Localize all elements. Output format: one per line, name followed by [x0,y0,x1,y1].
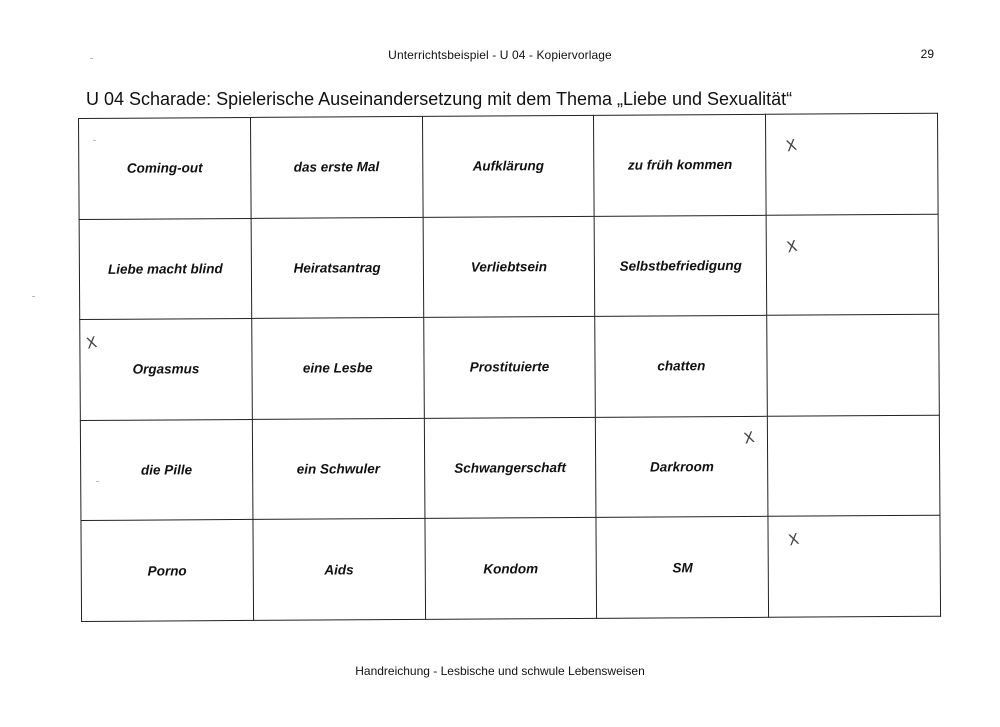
scan-speck [96,481,99,482]
handwritten-x-mark: X [742,427,757,448]
grid-cell: Porno [81,520,253,622]
grid-row [81,516,941,622]
grid-cell: Aufklärung [422,115,594,217]
scan-speck [90,58,93,59]
running-head: Unterrichtsbeispiel - U 04 - Kopiervorlage [388,48,612,62]
handwritten-x-mark: X [84,333,99,354]
grid-cell: Heiratsantrag [251,217,423,319]
grid-cell: Aids [253,519,425,621]
scan-speck [93,140,96,141]
grid-cell: ein Schwuler [252,418,424,520]
grid-cell-empty [767,314,939,416]
grid-cell: Kondom [425,518,597,620]
grid-cell: das erste Mal [250,116,422,218]
grid-cell: Verliebtsein [423,216,595,318]
scan-speck [32,296,35,297]
grid-cell: Selbstbefriedigung [594,215,766,317]
handwritten-x-mark: X [784,135,799,156]
grid-cell-empty [768,516,940,618]
grid-cell-empty [766,113,938,215]
grid-cell: zu früh kommen [594,114,766,216]
grid-row [80,415,940,521]
grid-row [80,314,940,420]
page-number: 29 [920,47,934,61]
handwritten-x-mark: X [785,236,800,257]
grid-cell: eine Lesbe [252,318,424,420]
grid-cell-empty [766,214,938,316]
grid-cell: SM [596,517,768,619]
grid-cell: Prostituierte [423,317,595,419]
grid-cell-text: Orgasmus [132,361,200,378]
charade-card-grid [78,113,941,622]
grid-cell: die Pille [80,419,252,521]
grid-cell: Coming-out [79,117,251,219]
handwritten-x-mark: X [786,530,801,550]
grid-cell-text: Darkroom [649,459,714,475]
grid-cell [80,319,252,421]
running-foot: Handreichung - Lesbische und schwule Lebensweisen [355,664,645,678]
grid-cell: chatten [595,315,767,417]
grid-row [79,214,939,320]
grid-cell [596,416,768,518]
grid-cell: Liebe macht blind [79,218,251,320]
grid-cell-empty [768,415,940,517]
sheet-title: U 04 Scharade: Spielerische Auseinandersetzung mit dem Thema „Liebe und Sexualität“ [86,89,793,109]
grid-row [79,113,939,219]
grid-cell: Schwangerschaft [424,417,596,519]
